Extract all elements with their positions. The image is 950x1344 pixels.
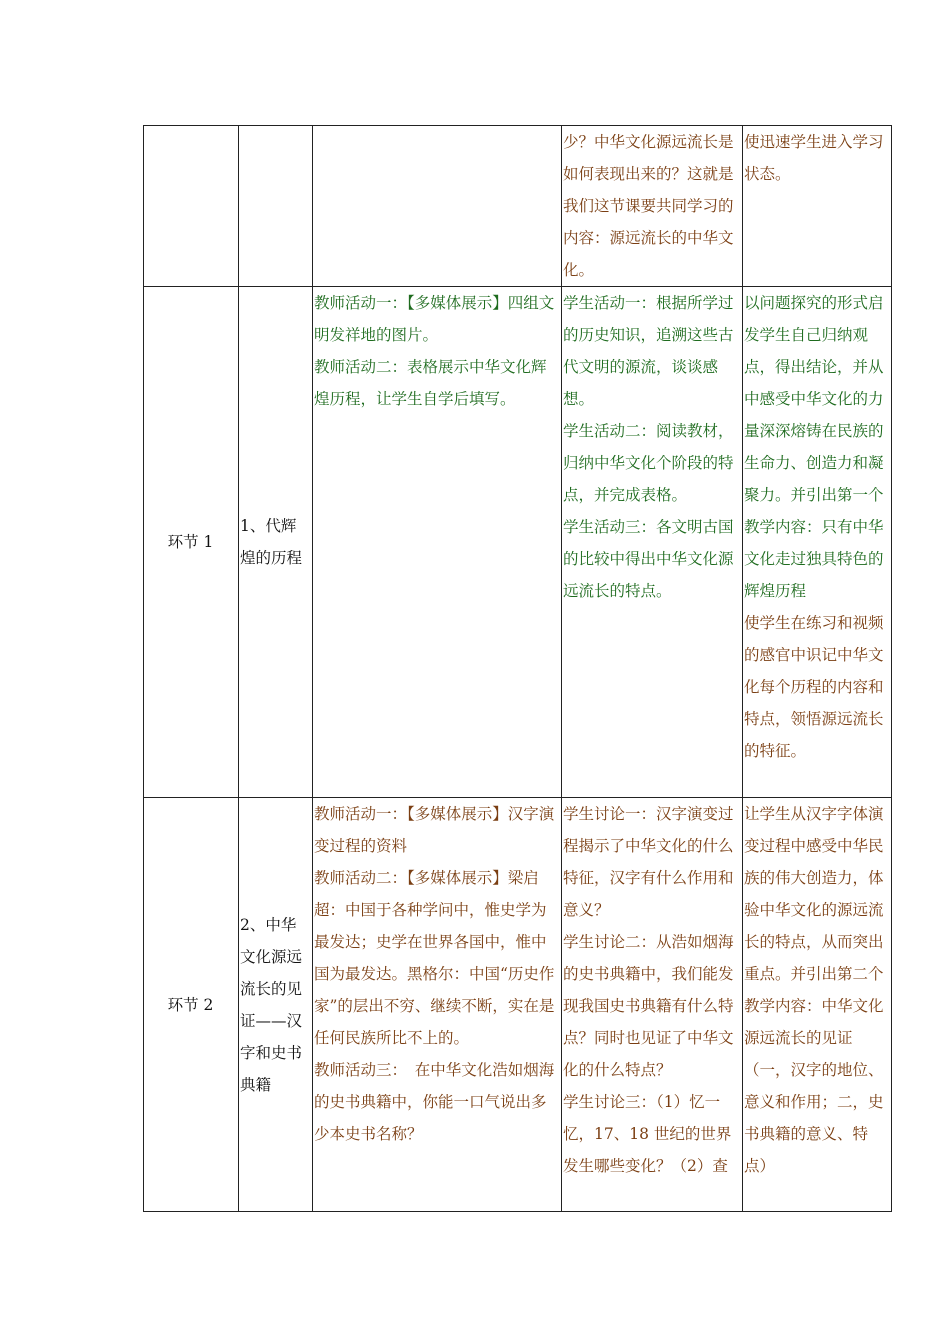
topic-cell: 2、中华文化源远流长的见证——汉字和史书典籍 [239,798,313,1212]
table-row [144,287,892,798]
student-activity-text: 学生讨论二：从浩如烟海的史书典籍中，我们能发现我国史书典籍有什么特点？同时也见证了中华文化的什么特点？ [563,933,734,1079]
student-activity-text: 学生讨论一：汉字演变过程揭示了中华文化的什么特征，汉字有什么作用和意义？ [563,805,734,919]
student-activity-text: 学生活动二：阅读教材，归纳中华文化个阶段的特点，并完成表格。 [563,422,734,504]
design-intent-text: 使学生在练习和视频的感官中识记中华文化每个历程的内容和特点，领悟源远流长的特征。 [744,614,884,760]
student-activity-cell [562,287,743,798]
design-intent-text: 让学生从汉字字体演变过程中感受中华民族的伟大创造力，体验中华文化的源远流长的特点，从而突出重点。并引出第二个教学内容：中华文化源远流长的见证（一，汉字的地位、意义和作用；二，史书典籍的意义、特点） [744,805,884,1175]
teacher-activity-cell [313,126,562,287]
table-row [144,798,892,1212]
student-activity-cell [562,126,743,287]
student-activity-cell [562,798,743,1212]
stage-cell: 环节 1 [144,287,239,798]
design-intent-text: 使迅速学生进入学习状态。 [744,133,884,183]
student-activity-text: 学生活动一：根据所学过的历史知识，追溯这些古代文明的源流，谈谈感想。 [563,294,734,408]
design-intent-cell [743,287,892,798]
student-activity-text: 学生活动三：各文明古国的比较中得出中华文化源远流长的特点。 [563,518,734,600]
table-row [144,126,892,287]
design-intent-text: 以问题探究的形式启发学生自己归纳观点，得出结论，并从中感受中华文化的力量深深熔铸在民族的生命力、创造力和凝聚力。并引出第一个教学内容：只有中华文化走过独具特色的辉煌历程 [744,294,884,600]
stage-cell [144,126,239,287]
student-activity-text: 学生讨论三：（1）忆一忆，17、18 世纪的世界发生哪些变化？（2）查 [563,1093,732,1175]
design-intent-cell [743,798,892,1212]
student-activity-text: 少？中华文化源远流长是如何表现出来的？这就是我们这节课要共同学习的内容：源远流长的中华文化。 [563,133,734,279]
teacher-activity-text: 教师活动二：【多媒体展示】梁启超：中国于各种学问中，惟史学为最发达；史学在世界各国中，惟中国为最发达。黑格尔：中国“历史作家”的层出不穷、继续不断，实在是任何民族所比不上的。 [314,869,555,1047]
topic-cell [239,126,313,287]
teacher-activity-cell [313,798,562,1212]
teacher-activity-text: 教师活动一：【多媒体展示】汉字演变过程的资料 [314,805,555,855]
teacher-activity-text: 教师活动三： 在中华文化浩如烟海的史书典籍中，你能一口气说出多少本史书名称？ [314,1061,555,1143]
topic-cell: 1、代辉煌的历程 [239,287,313,798]
stage-cell: 环节 2 [144,798,239,1212]
lesson-plan-table [143,125,892,1212]
design-intent-cell [743,126,892,287]
teacher-activity-text: 教师活动一：【多媒体展示】四组文明发祥地的图片。 [314,294,555,344]
teacher-activity-text: 教师活动二：表格展示中华文化辉煌历程，让学生自学后填写。 [314,358,547,408]
teacher-activity-cell [313,287,562,798]
